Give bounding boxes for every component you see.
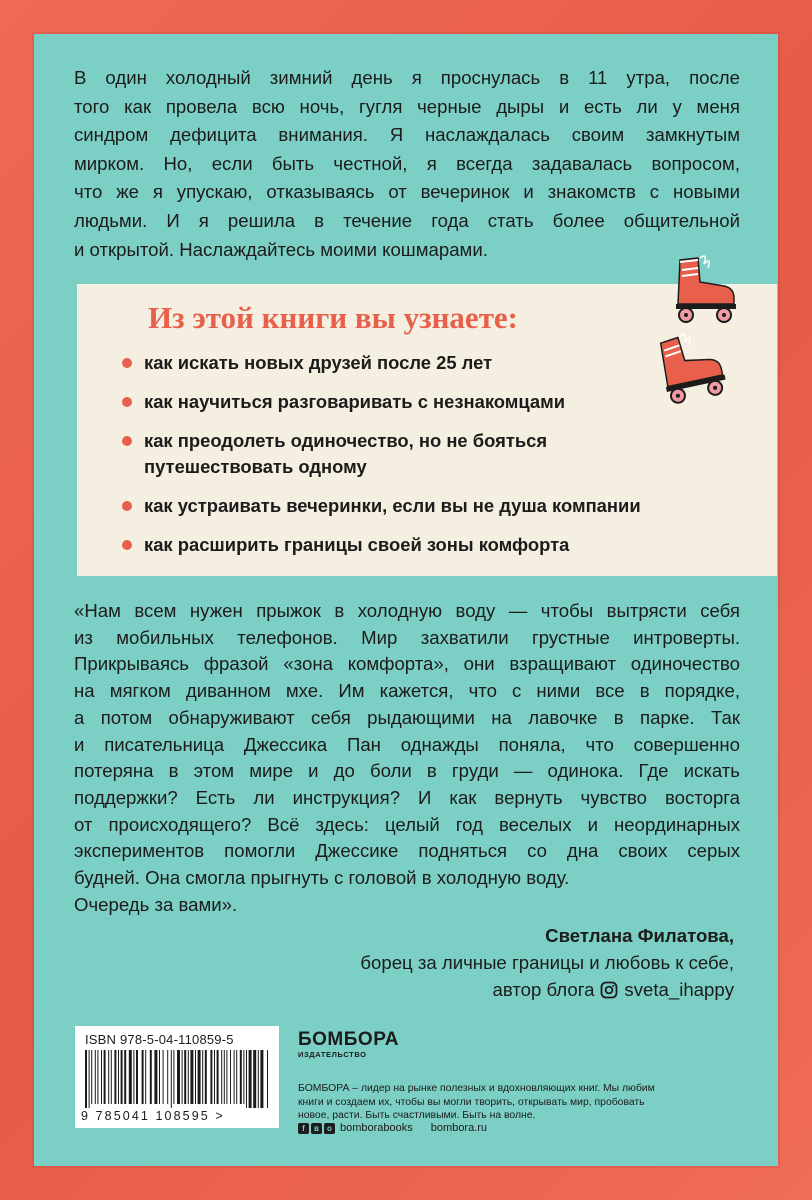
author-name: Светлана Филатова, [545, 925, 734, 946]
intro-line: что же я упускаю, отказываясь от вечеринок и знакомств с новыми [74, 181, 740, 203]
barcode-bar [85, 1050, 87, 1108]
learn-item [120, 350, 680, 376]
intro-line: того как провела всю ночь, гугля черные дыры и есть ли у меня [74, 95, 740, 117]
roller-skate-icon [648, 328, 728, 404]
barcode-bar [142, 1050, 144, 1104]
barcode-bar [217, 1050, 219, 1104]
barcode-bar [150, 1050, 152, 1104]
quote-line: будней. Она смогла прыгнуть с головой в холодную воду. [74, 867, 570, 889]
barcode-bar [111, 1050, 112, 1104]
barcode-bar [195, 1050, 196, 1104]
barcode-bar [267, 1050, 268, 1108]
barcode-bar [101, 1050, 102, 1104]
quote-line: от происходящего? Всё здесь: целый год веселых и неординарных [74, 813, 740, 835]
barcode-bar [188, 1050, 189, 1104]
barcode-bar [163, 1050, 164, 1104]
barcode-bar [133, 1050, 134, 1104]
barcode-icon [83, 1050, 271, 1108]
barcode-bar [129, 1050, 132, 1104]
barcode-bar [210, 1050, 212, 1104]
intro-line: синдром дефицита внимания. Я наслаждалась своим замкнутым [74, 124, 740, 146]
barcode-bar [236, 1050, 237, 1104]
bullet-dot [122, 436, 132, 446]
quote-line: Очередь за вами». [74, 893, 238, 915]
vk-icon[interactable]: в [311, 1123, 322, 1134]
author-role: борец за личные границы и любовь к себе, [360, 952, 734, 973]
publisher-sub: ИЗДАТЕЛЬСТВО [298, 1050, 367, 1059]
quote-line: а потом обнаруживают себя рыдающими на лавочке в парке. Так [74, 706, 740, 728]
barcode-box [75, 1026, 279, 1128]
barcode-bar [177, 1050, 180, 1104]
intro-line: и открытой. Наслаждайтесь моими кошмарами. [74, 238, 488, 260]
social-icons [298, 1123, 335, 1134]
quote-line: на мягком диванном мхе. Им кажется, что с ними все в порядке, [74, 680, 740, 702]
barcode-bar [243, 1050, 244, 1104]
bullet-dot [122, 358, 132, 368]
barcode-bar [224, 1050, 225, 1104]
intro-paragraph [74, 64, 740, 264]
publisher-social-group [298, 1122, 413, 1134]
barcode-bar [190, 1050, 193, 1104]
barcode-bar [184, 1050, 186, 1104]
quote-paragraph [74, 598, 740, 918]
barcode-bar [182, 1050, 183, 1104]
barcode-bar [258, 1050, 259, 1108]
learn-item [120, 532, 680, 558]
publisher-handle[interactable]: bomborabooks [340, 1122, 413, 1134]
barcode-bar [230, 1050, 231, 1104]
barcode-bar [118, 1050, 119, 1104]
author-handle: sveta_ihappy [624, 979, 734, 1000]
barcode-bar [124, 1050, 126, 1104]
barcode-bar [234, 1050, 235, 1104]
barcode-digits: 9 785041 108595 > [81, 1109, 225, 1123]
bullet-dot [122, 540, 132, 550]
barcode-bar [221, 1050, 222, 1104]
barcode-bar [205, 1050, 207, 1104]
barcode-bar [246, 1050, 247, 1108]
learn-item [120, 428, 634, 480]
instagram-icon [600, 981, 618, 999]
quote-line: Прикрываясь фразой «зона комфорта», они взращивают одиночество [74, 653, 740, 675]
quote-line: потеряна в этом мире и до боли в груди — одинока. Где искать [74, 760, 740, 782]
barcode-bar [136, 1050, 138, 1104]
publisher-social [298, 1122, 487, 1134]
barcode-bar [121, 1050, 123, 1104]
learn-item-text: как научиться разговаривать с незнакомцами [144, 391, 566, 412]
publisher-brand: БОМБОРА [298, 1029, 399, 1050]
learn-item-text: как искать новых друзей после 25 лет [144, 352, 493, 373]
facebook-icon[interactable]: f [298, 1123, 309, 1134]
learn-item [120, 389, 680, 415]
barcode-bar [89, 1050, 90, 1108]
intro-line: людьми. И я решила в течение года стать более общительной [74, 209, 740, 231]
publisher-logo [298, 1030, 399, 1059]
author-blog-prefix: автор блога [492, 979, 595, 1000]
publisher-description: БОМБОРА – лидер на рынке полезных и вдохновляющих книг. Мы любим книги и создаем их, чтобы вы могли творить, открывать мир, пробовать новое, расти. Быть счастливыми. Быть на волне. [298, 1083, 655, 1122]
barcode-bar [145, 1050, 146, 1104]
barcode-bar [114, 1050, 116, 1104]
learn-item-text: как расширить границы своей зоны комфорта [144, 534, 570, 555]
barcode-bar [91, 1050, 92, 1104]
barcode-bar [249, 1050, 252, 1108]
barcode-bar [95, 1050, 96, 1104]
barcode-bar [97, 1050, 98, 1104]
bullet-dot [122, 501, 132, 511]
bullet-dot [122, 397, 132, 407]
isbn-label: ISBN 978-5-04-110859-5 [85, 1032, 234, 1047]
quote-line: и писательница Джессика Пан однажды поняла, что совершенно [74, 733, 740, 755]
learn-list [120, 350, 680, 571]
author-blog [493, 976, 734, 1003]
learn-item-text: как устраивать вечеринки, если вы не душа компании [144, 495, 641, 516]
quote-line: поддержки? Есть ли инструкция? И как вернуть чувство восторга [74, 786, 740, 808]
barcode-bar [240, 1050, 242, 1104]
learn-item-text: как преодолеть одиночество, но не бояться путешествовать одному [144, 430, 548, 477]
barcode-bar [202, 1050, 203, 1104]
barcode-bar [214, 1050, 215, 1104]
odnoklassniki-icon[interactable]: о [324, 1123, 335, 1134]
quote-line: из мобильных телефонов. Мир захватили грустные интроверты. [74, 626, 740, 648]
quote-line: экспериментов помогли Джессике подняться со дна своих серых [74, 840, 740, 862]
learn-title: Из этой книги вы узнаете: [148, 300, 519, 335]
barcode-bar [173, 1050, 174, 1104]
barcode-bar [108, 1050, 109, 1104]
barcode-bar [104, 1050, 106, 1104]
learn-item [120, 493, 680, 519]
intro-line: В один холодный зимний день я проснулась в 11 утра, после [74, 67, 740, 88]
barcode-bar [171, 1050, 172, 1108]
intro-line: мирком. Но, если быть честной, я всегда задавалась вопросом, [74, 152, 740, 174]
publisher-site[interactable]: bombora.ru [430, 1122, 488, 1134]
barcode-bar [154, 1050, 157, 1104]
quote-author [360, 922, 734, 1003]
barcode-bar [260, 1050, 263, 1108]
barcode-bar [198, 1050, 201, 1104]
quote-line: «Нам всем нужен прыжок в холодную воду — чтобы вытрясти себя [74, 600, 740, 621]
roller-skate-icon [664, 252, 744, 324]
barcode-bar [226, 1050, 227, 1104]
barcode-bar [253, 1050, 256, 1108]
barcode-bar [159, 1050, 160, 1104]
barcode-bar [167, 1050, 168, 1104]
